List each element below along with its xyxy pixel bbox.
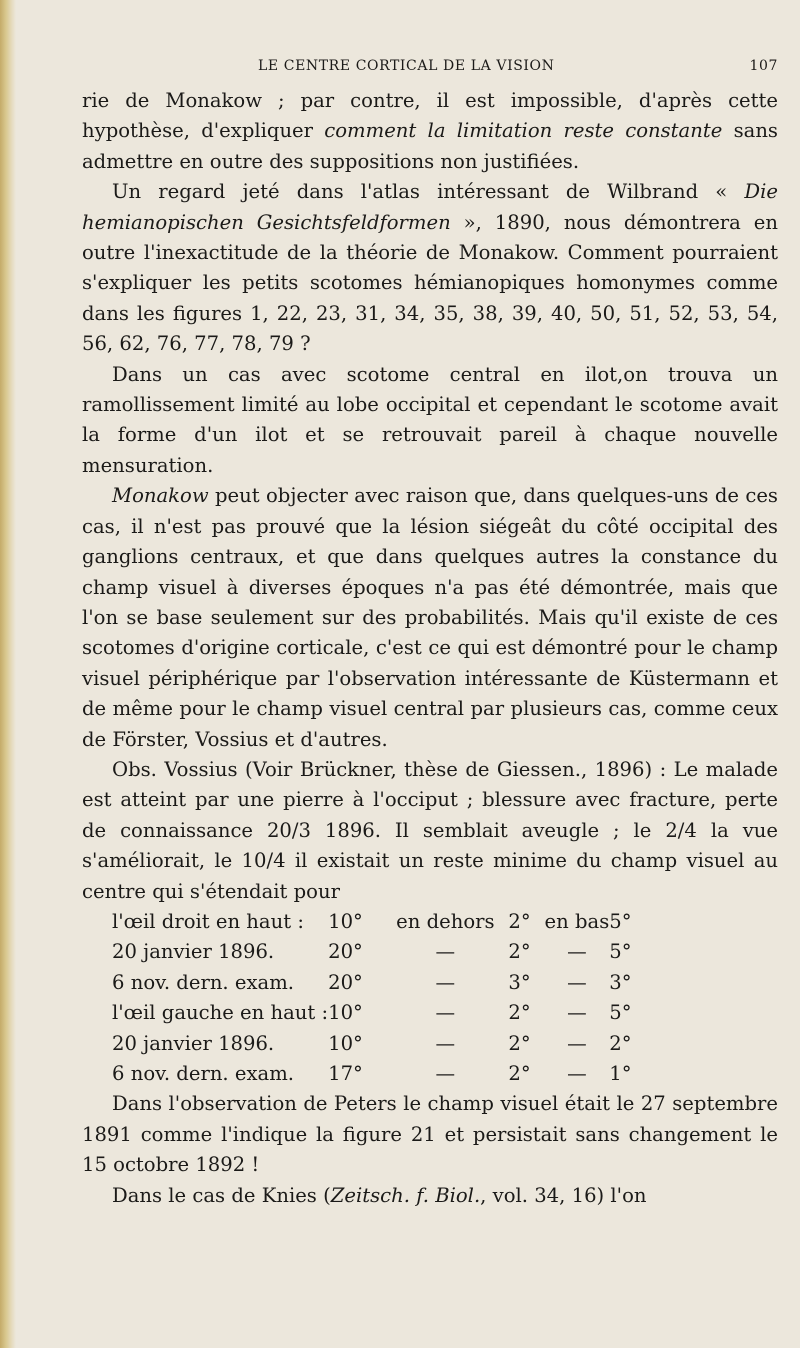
table-cell-v3: 2° [609,1031,632,1055]
paragraph-3: Dans un cas avec scotome central en ilot,on trouva un ramollissement limité au lobe occipital et cependant le scotome avait la forme d'un ilot et se retrouvait pareil à chaque nouvelle mensuration. [82,362,778,477]
table-cell-v2: 2° [508,1001,531,1025]
table-cell-label: 6 nov. dern. exam. [112,970,295,994]
table-cell-sep1: — [435,1062,456,1085]
table-cell-sep1: en dehors [396,909,495,933]
table-cell-v3: 1° [609,1062,632,1085]
p1-italic: comment la limitation reste constante [324,119,723,143]
p2-text-b: », 1890, nous démontrera en outre l'inexactitude de la théorie de Monakow. Comment pourraient s'expliquer les petits scotomes hémianopiques homonymes comme dans les figures 1, 22, 23, 31, 34, 35, 38, 39, 40, 50, 51, 52, 53, 54, 56, 62, 76, 77, 78, 79 ? [82,210,778,356]
table-cell-label: l'œil droit en haut : [112,909,304,933]
page-number: 107 [749,58,778,74]
table-cell-v2: 2° [508,940,531,964]
table-cell-v1: 10° [328,909,363,933]
visual-field-table [112,907,649,1089]
table-cell-sep2: — [567,1062,587,1085]
running-header [82,58,778,74]
p7-italic: Zeitsch. f. Biol. [330,1183,481,1207]
table-cell-v1: 10° [328,1001,363,1025]
paragraph-4 [82,481,778,755]
p4-text: peut objecter avec raison que, dans quelques-uns de ces cas, il n'est pas prouvé que la lésion siégeât du côté occipital des ganglions centraux, et que dans quelques autres la constance du champ visuel à diverses époques n'a pas été démontrée, mais que l'on se base seulement sur des probabilités. Mais qu'il existe de ces scotomes d'origine corticale, c'est ce qui est démontré pour le champ visuel périphérique par l'observation intéressante de Küstermann et de même pour le champ visuel central par plusieurs cas, comme ceux de Förster, Vossius et d'autres. [82,484,778,751]
visual-field-table-body [112,907,649,1089]
table-cell-label: l'œil gauche en haut : [112,1001,329,1025]
table-cell-sep1: — [435,1001,456,1025]
table-cell-v1: 10° [328,1031,363,1055]
paragraph-7 [82,1181,778,1211]
table-cell-sep1: — [435,940,456,964]
table-cell-sep1: — [435,970,456,994]
table-cell-sep2: en bas [544,909,610,933]
table-cell-label: 20 janvier 1896. [112,940,275,964]
paragraph-5: Obs. Vossius (Voir Brückner, thèse de Giessen., 1896) : Le malade est atteint par une pierre à l'occiput ; blessure avec fracture, perte de connaissance 20/3 1896. Il semblait aveugle ; le 2/4 la vue s'améliorait, le 10/4 il existait un reste minime du champ visuel au centre qui s'étendait pour [82,757,778,903]
table-row [112,1059,649,1089]
table-cell-v1: 17° [328,1062,363,1085]
running-title: LE CENTRE CORTICAL DE LA VISION [258,58,555,74]
p2-italic: Die hemianopischen Gesichtsfeldformen [82,180,778,234]
table-cell-sep2: — [567,970,587,994]
table-cell-label: 20 janvier 1896. [112,1031,275,1055]
p2-text-a: Un regard jeté dans l'atlas intéressant de Wilbrand « [112,180,745,204]
p4-italic: Monakow [112,484,209,508]
body-text [82,86,778,1211]
table-cell-v2: 3° [508,970,531,994]
paragraph-2 [82,177,778,359]
table-cell-sep2: — [567,940,587,964]
table-cell-v1: 20° [328,970,363,994]
table-row [112,1029,649,1059]
table-cell-v2: 2° [508,909,531,933]
table-cell-v2: 2° [508,1031,531,1055]
table-cell-sep2: — [567,1001,587,1025]
table-row [112,907,649,937]
table-cell-v3: 3° [609,970,632,994]
table-cell-v2: 2° [508,1062,531,1085]
table-cell-v3: 5° [609,1001,632,1025]
paragraph-6: Dans l'observation de Peters le champ visuel était le 27 septembre 1891 comme l'indique la figure 21 et persistait sans changement le 15 octobre 1892 ! [82,1092,778,1177]
table-row [112,968,649,998]
table-cell-v3: 5° [609,940,632,964]
table-cell-sep1: — [435,1031,456,1055]
page-gutter-shadow [0,0,16,1348]
p7-text-b: , vol. 34, 16) l'on [480,1183,647,1207]
table-cell-v3: 5° [609,909,632,933]
p1-text-a: rie de Monakow ; par contre, il est impossible, d'après cette hypothèse, d'expliquer [82,89,778,143]
table-cell-v1: 20° [328,940,363,964]
table-cell-sep2: — [567,1031,587,1055]
paragraph-1 [82,86,778,177]
book-page [82,58,778,1211]
table-cell-label: 6 nov. dern. exam. [112,1062,295,1085]
table-row [112,937,649,967]
p7-text-a: Dans le cas de Knies ( [112,1183,331,1207]
table-row [112,998,649,1028]
p1-text-b: sans admettre en outre des suppositions non justifiées. [82,119,778,173]
